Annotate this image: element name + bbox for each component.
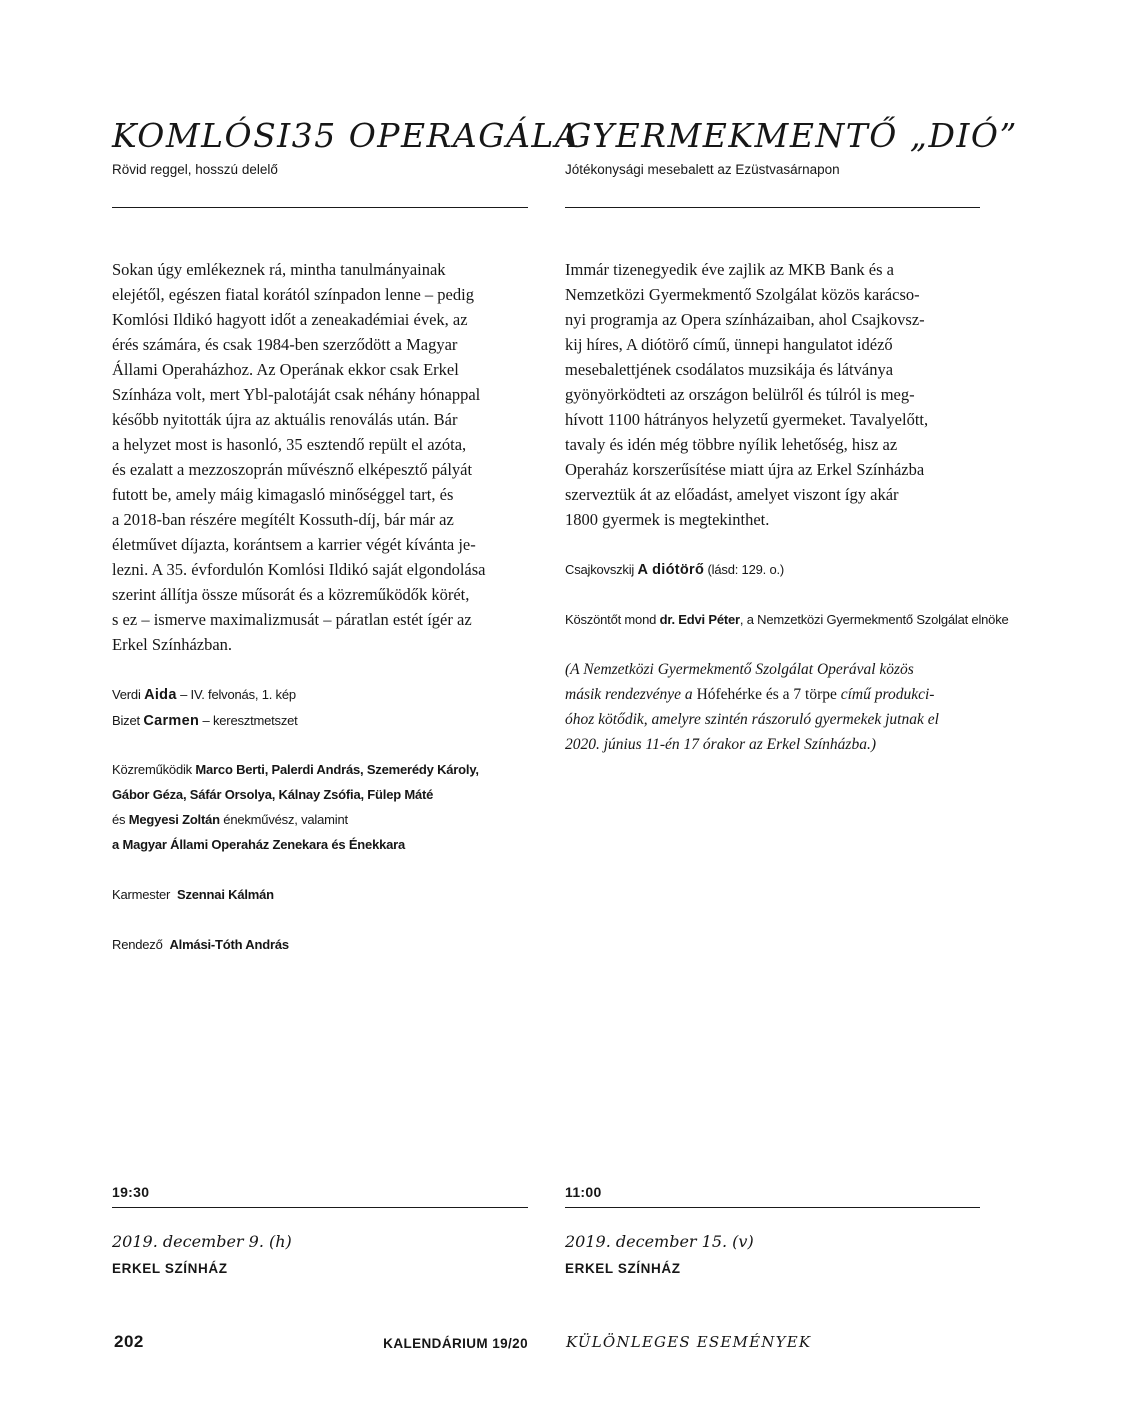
event-venue: ERKEL SZÍNHÁZ	[112, 1261, 228, 1276]
program-item: Bizet Carmen – keresztmetszet	[112, 713, 298, 729]
director: Rendező Almási-Tóth András	[112, 937, 289, 952]
divider	[112, 1207, 528, 1208]
page-number: 202	[114, 1332, 144, 1351]
event-venue: ERKEL SZÍNHÁZ	[565, 1261, 681, 1276]
program-list	[112, 682, 528, 734]
event-subtitle: Jótékonysági mesebalett az Ezüstvasárnapon	[565, 162, 840, 177]
event-description: Immár tizenegyedik éve zajlik az MKB Bank és a Nemzetközi Gyermekmentő Szolgálat közös karácso- nyi programja az Opera színházaiban, ahol Csajkovsz- kij híres, A diótörő című, ünnepi hangulatot idéző mesebalettjének csodálatos muzsikája és látványa gyönyörködteti az országon belülről és túlról is meg- hívott 1100 hátrányos helyzetű gyermeket. Tavalyelőtt, tavaly és idén még többre nyílik lehetőség, hisz az Operaház korszerűsítése miatt újra az Erkel Színházba szerveztük át az előadást, amelyet viszont így akár 1800 gyermek is megtekinthet.	[565, 260, 929, 529]
event-time: 11:00	[565, 1184, 602, 1200]
event-time: 19:30	[112, 1184, 150, 1200]
performers: Közreműködik Marco Berti, Palerdi András, Szemerédy Károly, Gábor Géza, Sáfár Orsolya, Kálnay Zsófia, Fülep Máté és Megyesi Zoltán énekművész, valamint a Magyar Állami Operaház Zenekara és Énekkara	[112, 762, 479, 852]
event-note: (A Nemzetközi Gyermekmentő Szolgálat Operával közös másik rendezvénye a Hófehérke és a 7 törpe című produkci- óhoz kötődik, amelyre szintén rászoruló gyermekek jutnak el 2020. június 11-én 17 órakor az Erkel Színházba.)	[565, 661, 939, 753]
event-title: GYERMEKMENTŐ „DIÓ”	[565, 116, 1018, 155]
program-item: Verdi Aida – IV. felvonás, 1. kép	[112, 687, 296, 703]
publication-name: KALENDÁRIUM 19/20	[383, 1336, 528, 1351]
event-description: Sokan úgy emlékeznek rá, mintha tanulmányainak elejétől, egészen fiatal korától színpadon lenne – pedig Komlósi Ildikó hagyott időt a zeneakadémiai évek, az érés számára, és csak 1984-ben szerződött a Magyar Állami Operaházhoz. Az Operának ekkor csak Erkel Színháza volt, mert Ybl-palotáját csak néhány hónappal később nyitották újra az aktuális renoválás után. Bár a helyzet most is hasonló, 35 esztendő repült el azóta, és ezalatt a mezzoszoprán művésznő elképesztő pályát futott be, amely máig kimagasló minőséggel tart, és a 2018-ban részére megítélt Kossuth-díj, bár már az életművet díjazta, korántsem a karrier végét kívánta je- lezni. A 35. évfordulón Komlósi Ildikó saját elgondolása szerint állítja össze műsorát és a közreműködők körét, s ez – ismerve maximalizmusát – páratlan estét ígér az Erkel Színházban.	[112, 260, 486, 654]
event-subtitle: Rövid reggel, hosszú delelő	[112, 162, 278, 177]
greeting: Köszöntőt mond dr. Edvi Péter, a Nemzetközi Gyermekmentő Szolgálat elnöke	[565, 612, 1009, 627]
divider	[565, 207, 980, 208]
divider	[565, 1207, 980, 1208]
program-item: Csajkovszkij A diótörő (lásd: 129. o.)	[565, 562, 785, 578]
divider	[112, 207, 528, 208]
event-date: 2019. december 9. (h)	[112, 1232, 292, 1251]
event-title: KOMLÓSI35 OPERAGÁLA	[112, 116, 581, 155]
section-name: KÜLÖNLEGES ESEMÉNYEK	[566, 1333, 812, 1351]
event-date: 2019. december 15. (v)	[565, 1232, 754, 1251]
conductor: Karmester Szennai Kálmán	[112, 887, 274, 902]
